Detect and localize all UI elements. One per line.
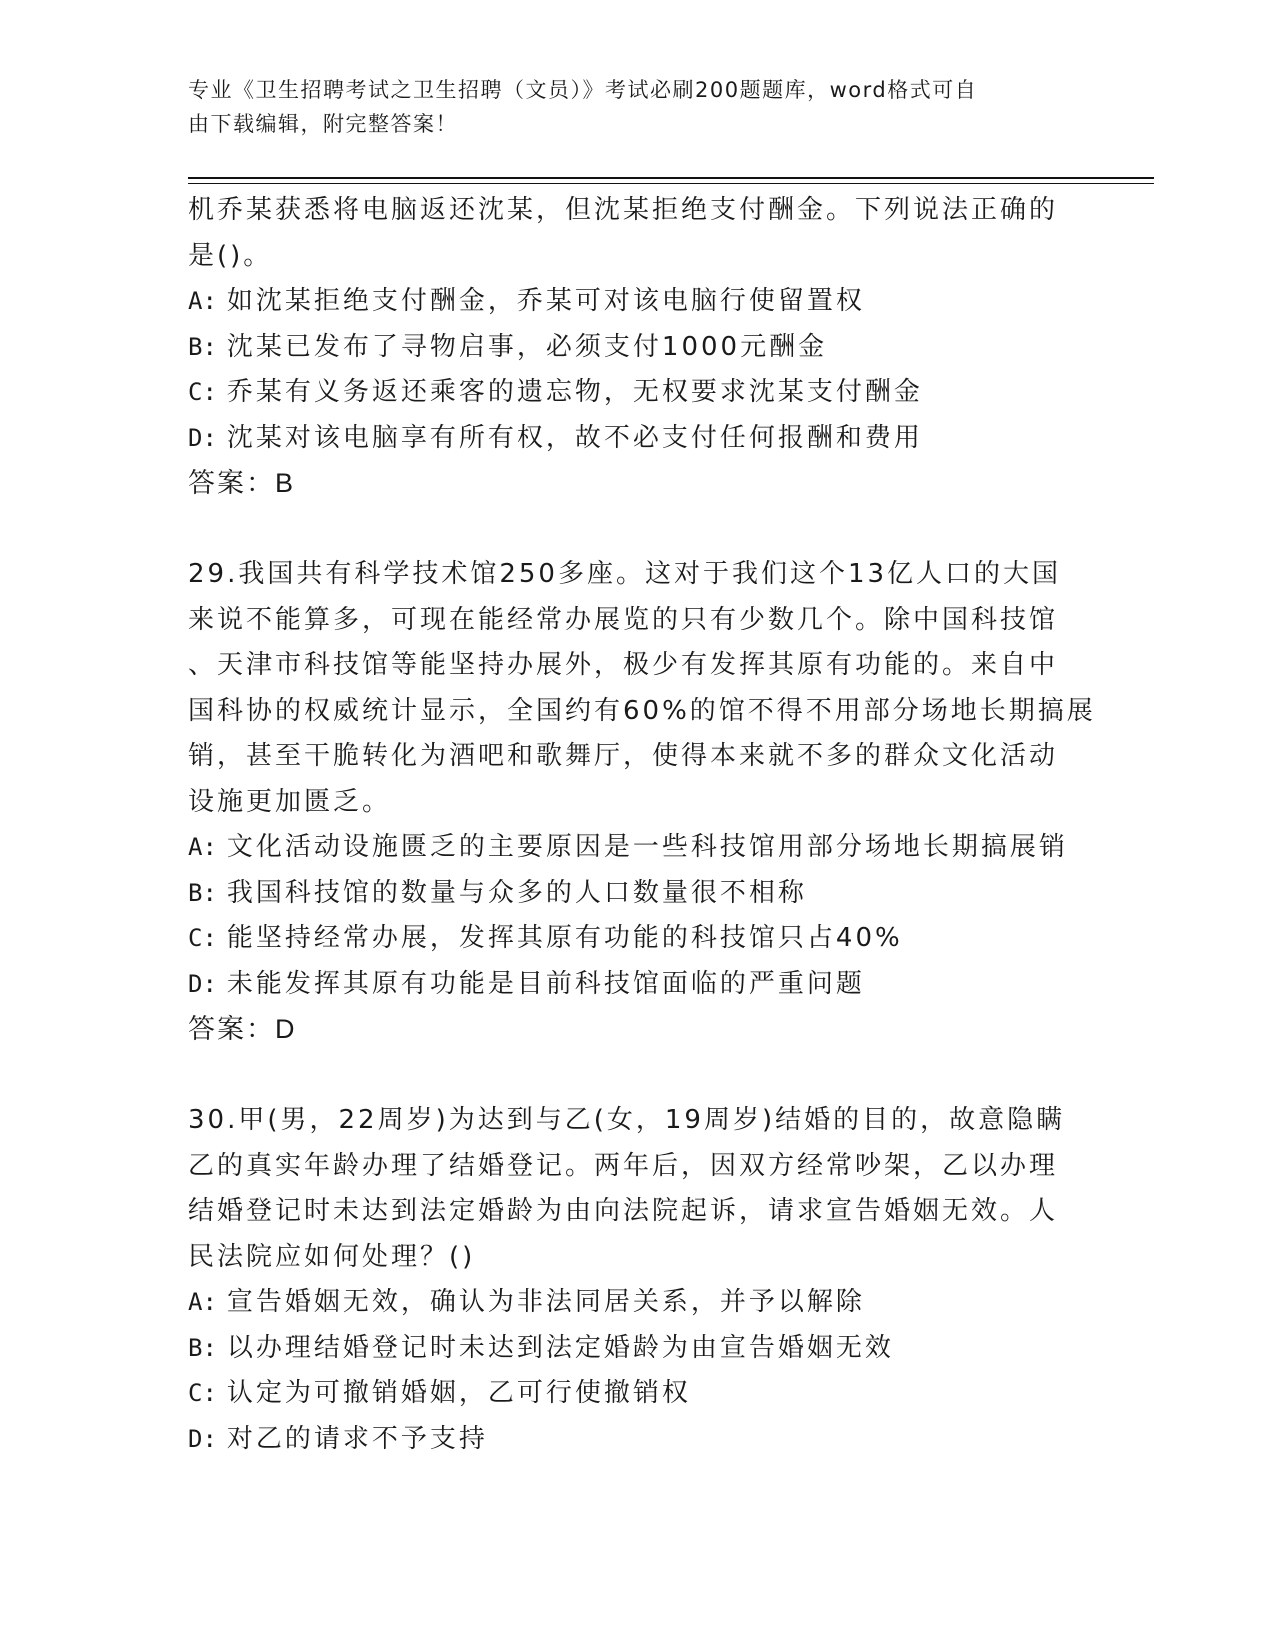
option-b [188, 325, 1088, 371]
option-text: 如沈某拒绝支付酬金，乔某可对该电脑行使留置权 [226, 286, 865, 316]
option-key: D: [188, 423, 217, 452]
option-b [188, 871, 1088, 917]
question-stem-line: 民法院应如何处理？() [188, 1241, 476, 1272]
option-d [188, 962, 1088, 1008]
option-text: 认定为可撤销婚姻，乙可行使撤销权 [226, 1378, 691, 1408]
question-30 [188, 1098, 1088, 1462]
option-d [188, 1417, 1088, 1463]
question-stem-line: 机乔某获悉将电脑返还沈某，但沈某拒绝支付酬金。下列说法正确的 [188, 195, 1059, 225]
option-key: A: [188, 833, 217, 861]
question-stem-line: 30.甲(男，22周岁)为达到与乙(女，19周岁)结婚的目的，故意隐瞒 [188, 1105, 1066, 1135]
option-text: 宣告婚姻无效，确认为非法同居关系，并予以解除 [226, 1287, 865, 1317]
question-stem-line: 来说不能算多，可现在能经常办展览的只有少数几个。除中国科技馆 [188, 604, 1059, 635]
option-text: 我国科技馆的数量与众多的人口数量很不相称 [226, 877, 807, 908]
option-key: D: [188, 1424, 217, 1453]
spacer [188, 507, 1088, 553]
option-b [188, 1326, 1088, 1372]
question-stem-line: 国科协的权威统计显示，全国约有60%的馆不得不用部分场地长期搞展 [188, 695, 1096, 726]
spacer [188, 1053, 1088, 1099]
header-line: 由下载编辑，附完整答案！ [188, 112, 458, 136]
header-line: 专业《卫生招聘考试之卫生招聘（文员）》考试必刷200题题库，word格式可自 [188, 78, 978, 102]
question-stem-line: 、天津市科技馆等能坚持办展外，极少有发挥其原有功能的。来自中 [188, 650, 1059, 680]
option-a [188, 825, 1088, 871]
question-stem-line: 是()。 [188, 240, 273, 271]
answer-line: 答案：B [188, 468, 296, 498]
option-key: B: [188, 332, 217, 361]
option-c [188, 1371, 1088, 1417]
option-text: 沈某对该电脑享有所有权，故不必支付任何报酬和费用 [226, 422, 923, 453]
question-stem-line: 乙的真实年龄办理了结婚登记。两年后，因双方经常吵架，乙以办理 [188, 1150, 1059, 1181]
option-key: B: [188, 878, 217, 907]
header-divider-thin [188, 183, 1154, 184]
question-29 [188, 552, 1096, 1053]
option-d [188, 416, 1088, 462]
option-key: A: [188, 1288, 217, 1316]
answer-line: 答案：D [188, 1014, 297, 1044]
question-list [188, 188, 1096, 1462]
header-divider [188, 177, 1154, 179]
question-stem-line: 29.我国共有科学技术馆250多座。这对于我们这个13亿人口的大国 [188, 559, 1062, 589]
question-28 [188, 188, 1088, 507]
document-header [188, 73, 1068, 141]
option-key: C: [188, 1379, 217, 1407]
question-stem-line: 销，甚至干脆转化为酒吧和歌舞厅，使得本来就不多的群众文化活动 [188, 741, 1059, 771]
option-text: 乔某有义务返还乘客的遗忘物，无权要求沈某支付酬金 [226, 377, 923, 407]
option-text: 以办理结婚登记时未达到法定婚龄为由宣告婚姻无效 [226, 1332, 894, 1363]
option-a [188, 1280, 1088, 1326]
option-key: A: [188, 287, 217, 315]
option-text: 能坚持经常办展，发挥其原有功能的科技馆只占40% [226, 923, 903, 953]
question-stem-line: 设施更加匮乏。 [188, 786, 392, 817]
option-key: B: [188, 1333, 217, 1362]
question-stem-line: 结婚登记时未达到法定婚龄为由向法院起诉，请求宣告婚姻无效。人 [188, 1196, 1059, 1226]
option-key: C: [188, 924, 217, 952]
option-c [188, 916, 1088, 962]
option-text: 对乙的请求不予支持 [226, 1423, 488, 1454]
option-a [188, 279, 1088, 325]
option-key: C: [188, 378, 217, 406]
option-text: 文化活动设施匮乏的主要原因是一些科技馆用部分场地长期搞展销 [226, 832, 1068, 862]
option-text: 未能发挥其原有功能是目前科技馆面临的严重问题 [226, 968, 865, 999]
option-key: D: [188, 969, 217, 998]
option-text: 沈某已发布了寻物启事，必须支付1000元酬金 [226, 331, 828, 362]
option-c [188, 370, 1088, 416]
